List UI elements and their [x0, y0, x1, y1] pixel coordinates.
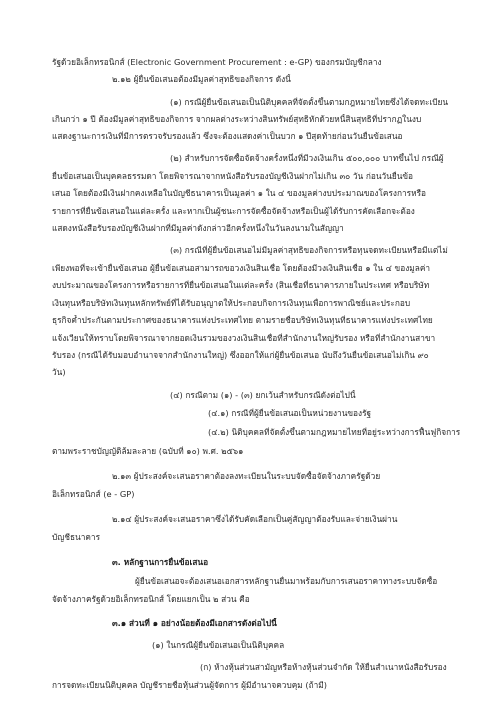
paragraph-line: ตามพระราชบัญญัติล้มละลาย (ฉบับที่ ๑๐) พ.ศ. ๒๕๖๑ — [52, 446, 244, 456]
paragraph-line: (๑) กรณีผู้ยื่นข้อเสนอเป็นนิติบุคคลที่จัดตั้งขึ้นตามกฎหมายไทยซึ่งได้จดทะเบียน — [170, 97, 449, 107]
paragraph-line: (๓) กรณีที่ผู้ยื่นข้อเสนอไม่มีมูลค่าสุทธิของกิจการหรือทุนจดทะเบียนหรือมีแต่ไม่ — [170, 245, 448, 255]
paragraph-line: การจดทะเบียนนิติบุคคล บัญชีรายชื่อหุ้นส่วนผู้จัดการ ผู้มีอำนาจควบคุม (ถ้ามี) — [52, 680, 328, 690]
paragraph-line: (๒) สำหรับการจัดซื้อจัดจ้างครั้งหนึ่งที่มีวงเงินเกิน ๕๐๐,๐๐๐ บาทขึ้นไป กรณีผู้ — [170, 153, 444, 163]
paragraph-line: ยื่นข้อเสนอเป็นบุคคลธรรมดา โดยพิจารณาจากหนังสือรับรองบัญชีเงินฝากไม่เกิน ๓๐ วัน ก่อนวันยื่นข้อ — [52, 171, 414, 181]
section-3-1-heading: ๓.๑ ส่วนที่ ๑ อย่างน้อยต้องมีเอกสารดังต่อไปนี้ — [112, 618, 277, 628]
paragraph-line: อิเล็กทรอนิกส์ (e - GP) — [52, 489, 135, 499]
paragraph-line: รับรอง (กรณีได้รับมอบอำนาจจากสำนักงานใหญ่) ซึ่งออกให้แก่ผู้ยื่นข้อเสนอ นับถึงวันยื่นข้อเสนอไม่เกิน ๙๐ — [52, 350, 429, 360]
paragraph-line: (๔.๒) นิติบุคคลที่จัดตั้งขึ้นตามกฎหมายไทยที่อยู่ระหว่างการฟื้นฟูกิจการ — [208, 427, 461, 437]
paragraph-line: แสดงฐานะการเงินที่มีการตรวจรับรองแล้ว ซึ่งจะต้องแสดงค่าเป็นบวก ๑ ปีสุดท้ายก่อนวันยื่นข้อเสนอ — [52, 131, 403, 141]
paragraph-line: งบประมาณของโครงการหรือรายการที่ยื่นข้อเสนอในแต่ละครั้ง (สินเชื่อที่ธนาคารภายในประเทศ หรือบริษัท — [52, 280, 430, 290]
paragraph-line: ธุรกิจค้ำประกันตามประกาศของธนาคารแห่งประเทศไทย ตามรายชื่อบริษัทเงินทุนที่ธนาคารแห่งประเทศไทย — [52, 315, 433, 325]
paragraph-line: (๑) ในกรณีผู้ยื่นข้อเสนอเป็นนิติบุคคล — [152, 640, 285, 650]
section-3-heading: ๓. หลักฐานการยื่นข้อเสนอ — [112, 557, 209, 567]
paragraph-line: วัน) — [52, 367, 66, 377]
paragraph-line: (๔.๑) กรณีที่ผู้ยื่นข้อเสนอเป็นหน่วยงานของรัฐ — [208, 408, 372, 418]
paragraph-line: แจ้งเวียนให้ทราบโดยพิจารณาจากยอดเงินรวมของวงเงินสินเชื่อที่สำนักงานใหญ่รับรอง หรือที่สำนักงานสาขา — [52, 333, 436, 343]
clause-2-12-heading: ๒.๑๒ ผู้ยื่นข้อเสนอต้องมีมูลค่าสุทธิของกิจการ ดังนี้ — [112, 74, 291, 84]
paragraph-line: (๔) กรณีตาม (๑) - (๓) ยกเว้นสำหรับกรณีดังต่อไปนี้ — [170, 390, 356, 400]
paragraph-line: แสดงหนังสือรับรองบัญชีเงินฝากที่มีมูลค่าดังกล่าวอีกครั้งหนึ่งในวันลงนามในสัญญา — [52, 223, 344, 233]
paragraph-line: เพียงพอที่จะเข้ายื่นข้อเสนอ ผู้ยื่นข้อเสนอสามารถขอวงเงินสินเชื่อ โดยต้องมีวงเงินสินเชื่อ ๑ ใน ๔ ของมูลค่า — [52, 263, 431, 273]
paragraph-line: เงินทุนหรือบริษัทเงินทุนหลักทรัพย์ที่ได้รับอนุญาตให้ประกอบกิจการเงินทุนเพื่อการพาณิชย์และประกอบ — [52, 298, 411, 308]
paragraph-line: (ก) ห้างหุ้นส่วนสามัญหรือห้างหุ้นส่วนจำกัด ให้ยื่นสำเนาหนังสือรับรอง — [200, 662, 447, 672]
paragraph-line: รัฐด้วยอิเล็กทรอนิกส์ (Electronic Government Procurement : e-GP) ของกรมบัญชีกลาง — [52, 57, 382, 67]
paragraph-line: เสนอ โดยต้องมีเงินฝากคงเหลือในบัญชีธนาคารเป็นมูลค่า ๑ ใน ๔ ของมูลค่างบประมาณของโครงการหรือ — [52, 188, 427, 198]
paragraph-line: เกินกว่า ๑ ปี ต้องมีมูลค่าสุทธิของกิจการ จากผลต่างระหว่างสินทรัพย์สุทธิหักด้วยหนี้สินสุทธิที่ปรากฏในงบ — [52, 114, 422, 124]
clause-2-14-heading: ๒.๑๔ ผู้ประสงค์จะเสนอราคาซึ่งได้รับคัดเลือกเป็นคู่สัญญาต้องรับและจ่ายเงินผ่าน — [112, 514, 398, 524]
clause-2-13-heading: ๒.๑๓ ผู้ประสงค์จะเสนอราคาต้องลงทะเบียนในระบบจัดซื้อจัดจ้างภาครัฐด้วย — [112, 471, 381, 481]
paragraph-line: บัญชีธนาคาร — [52, 532, 101, 542]
paragraph-line: ผู้ยื่นข้อเสนอจะต้องเสนอเอกสารหลักฐานยื่นมาพร้อมกับการเสนอราคาทางระบบจัดซื้อ — [135, 576, 438, 586]
paragraph-line: รายการที่ยื่นข้อเสนอในแต่ละครั้ง และหากเป็นผู้ชนะการจัดซื้อจัดจ้างหรือเป็นผู้ได้รับการคัดเลือกจะต้อง — [52, 206, 415, 216]
paragraph-line: จัดจ้างภาครัฐด้วยอิเล็กทรอนิกส์ โดยแยกเป็น ๒ ส่วน คือ — [52, 594, 250, 604]
